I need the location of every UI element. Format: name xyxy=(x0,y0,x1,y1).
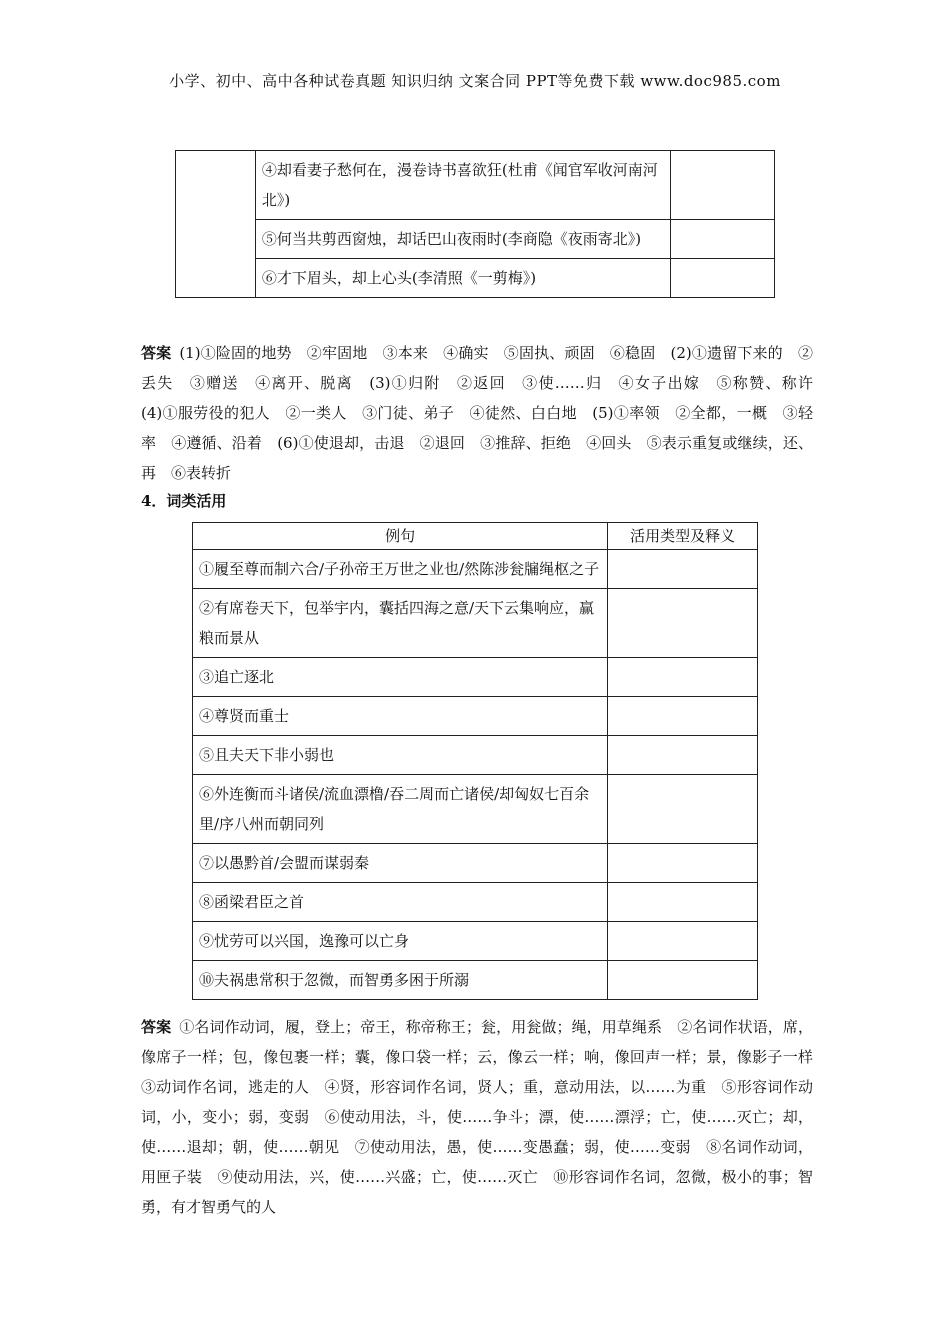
table-cell-sentence: ⑦以愚黔首/会盟而谋弱秦 xyxy=(193,844,608,883)
table-cell-sentence: ⑥外连衡而斗诸侯/流血漂橹/吞二周而亡诸侯/却匈奴七百余里/序八州而朝同列 xyxy=(193,775,608,844)
table-cell-sentence: ④尊贤而重士 xyxy=(193,697,608,736)
table-cell-sentence: ⑤且夫天下非小弱也 xyxy=(193,736,608,775)
table-cell-sentence: ③追亡逐北 xyxy=(193,658,608,697)
table-header-row xyxy=(193,523,758,550)
answer-label: 答案 xyxy=(141,1018,172,1036)
table-cell-answer xyxy=(608,775,758,844)
answer-label: 答案 xyxy=(141,344,172,362)
table-cell-answer xyxy=(608,589,758,658)
table-row xyxy=(176,259,775,298)
table-cell-sentence: ⑨忧劳可以兴国，逸豫可以亡身 xyxy=(193,922,608,961)
section-title: 4．词类活用 xyxy=(141,492,227,510)
table-cell-sentence: ⑤何当共剪西窗烛，却话巴山夜雨时(李商隐《夜雨寄北》) xyxy=(255,220,670,259)
answer-text: (1)①险固的地势 ②牢固地 ③本来 ④确实 ⑤固执、顽固 ⑥稳固 (2)①遗留下来的 ②丢失 ③赠送 ④离开、脱离 (3)①归附 ②返回 ③使……归 ④女子出嫁 ⑤称赞、称许 (4)①服劳役的犯人 ②一类人 ③门徒、弟子 ④徒然、白白地 (5)①率领 ②全都，一概 ③轻率 ④遵循、沿着 (6)①使退却，击退 ②退回 ③推辞、拒绝 ④回头 ⑤表示重复或继续，还、再 ⑥表转折 xyxy=(141,344,844,482)
page-header: 小学、初中、高中各种试卷真题 知识归纳 文案合同 PPT等免费下载 www.doc985.com xyxy=(169,72,781,90)
table-cell-answer xyxy=(608,697,758,736)
polysemy-table-continued xyxy=(175,150,775,298)
table-cell-answer xyxy=(671,259,775,298)
table-row xyxy=(193,658,758,697)
table-cell-sentence: ①履至尊而制六合/子孙帝王万世之业也/然陈涉瓮牖绳枢之子 xyxy=(193,550,608,589)
table-row xyxy=(193,961,758,1000)
header-type: 活用类型及释义 xyxy=(608,523,758,550)
table-cell-sentence: ⑩夫祸患常积于忽微，而智勇多困于所溺 xyxy=(193,961,608,1000)
header-example: 例句 xyxy=(193,523,608,550)
table-row xyxy=(193,844,758,883)
table-row xyxy=(176,220,775,259)
table-row xyxy=(193,736,758,775)
table-cell-answer xyxy=(608,883,758,922)
table-cell-answer xyxy=(608,550,758,589)
word-usage-table xyxy=(192,522,758,1000)
table-row xyxy=(193,922,758,961)
table-row xyxy=(193,883,758,922)
answer-block-2 xyxy=(141,1012,829,1222)
table-row xyxy=(193,697,758,736)
table-cell-answer xyxy=(671,151,775,220)
table-cell-sentence: ②有席卷天下，包举宇内，囊括四海之意/天下云集响应，赢粮而景从 xyxy=(193,589,608,658)
table-row xyxy=(176,151,775,220)
table-cell-answer xyxy=(608,844,758,883)
answer-block-1 xyxy=(141,338,844,488)
table-cell-answer xyxy=(608,922,758,961)
table-cell-answer xyxy=(608,736,758,775)
table-cell-answer xyxy=(671,220,775,259)
table-cell-answer xyxy=(608,961,758,1000)
table-cell-sentence: ④却看妻子愁何在，漫卷诗书喜欲狂(杜甫《闻官军收河南河北》) xyxy=(255,151,670,220)
table-cell-sentence: ⑧函梁君臣之首 xyxy=(193,883,608,922)
table-row xyxy=(193,589,758,658)
answer-text: ①名词作动词，履，登上；帝王，称帝称王；瓮，用瓮做；绳，用草绳系 ②名词作状语，席，像席子一样；包，像包裹一样；囊，像口袋一样；云，像云一样；响，像回声一样；景，像影子一样 ③动词作名词，逃走的人 ④贤，形容词作名词，贤人；重，意动用法，以……为重 ⑤形容词作动词，小，变小；弱，变弱 ⑥使动用法，斗，使……争斗；漂，使……漂浮；亡，使……灭亡；却，使……退却；朝，使……朝见 ⑦使动用法，愚，使……变愚蠢；弱，使……变弱 ⑧名词作动词，用匣子装 ⑨使动用法，兴，使……兴盛；亡，使……灭亡 ⑩形容词作名词，忽微，极小的事；智勇，有才智勇气的人 xyxy=(141,1018,829,1216)
table-cell-sentence: ⑥才下眉头，却上心头(李清照《一剪梅》) xyxy=(255,259,670,298)
table-row xyxy=(193,775,758,844)
table-cell-word xyxy=(176,151,256,298)
table-cell-answer xyxy=(608,658,758,697)
table-row xyxy=(193,550,758,589)
